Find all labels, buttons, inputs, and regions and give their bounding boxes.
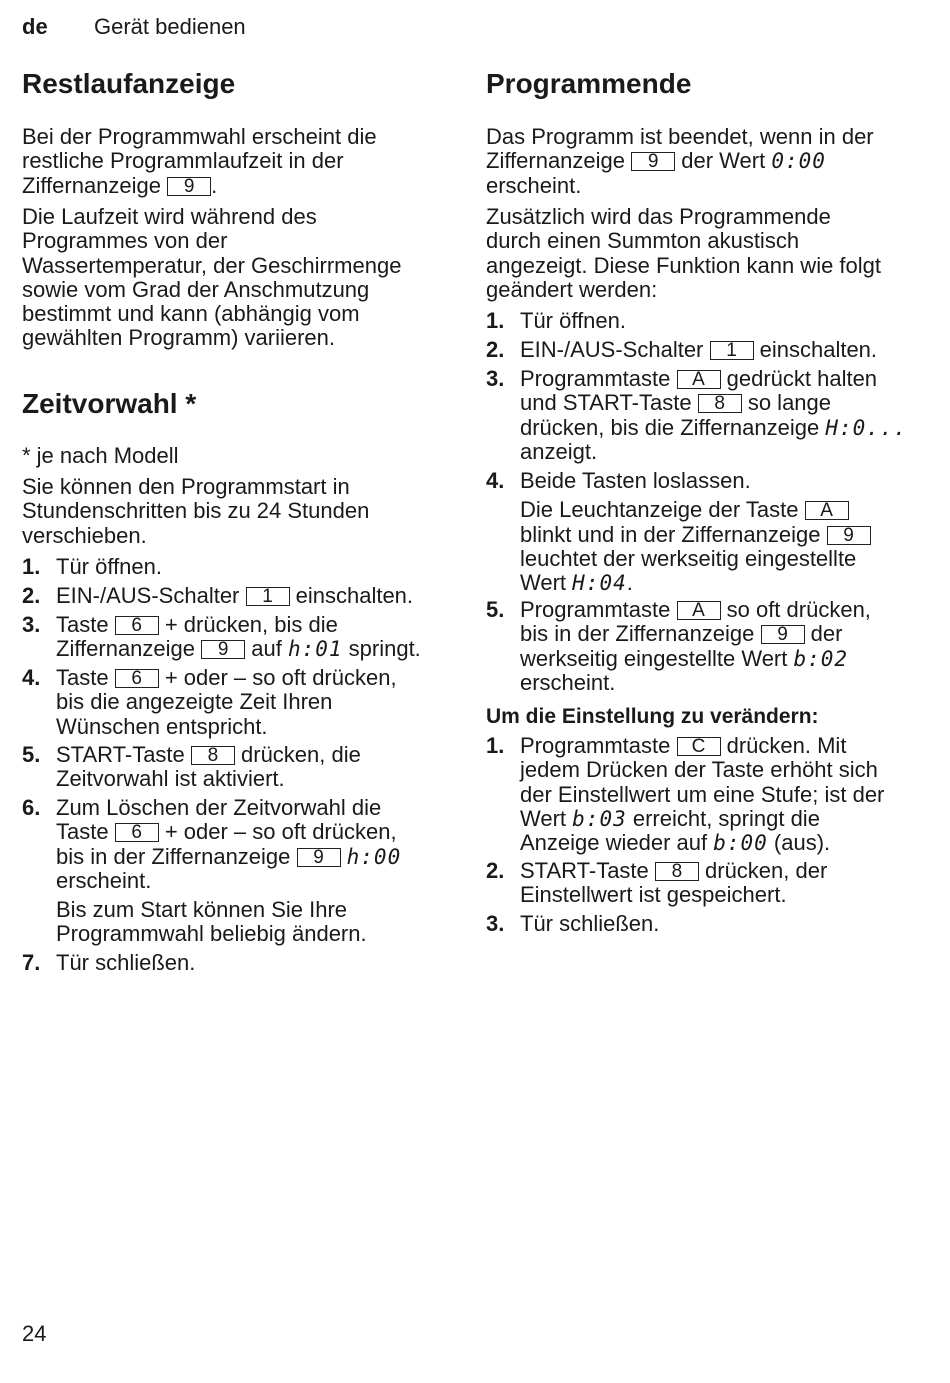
- key-label: 9: [631, 152, 675, 171]
- list-item: 3. Tür schließen.: [486, 911, 660, 936]
- list-item: 4. Taste 6 + oder – so oft drücken, bis die angezeigte Zeit Ihren Wünschen entspricht.: [22, 665, 397, 739]
- list-item: 5. Programmtaste A so oft drücken, bis in der Ziffernanzeige 9 der werkseitig eingestellte Wert b:02 erscheint.: [486, 597, 871, 695]
- key-label: 6: [115, 669, 159, 688]
- key-label: A: [677, 601, 721, 620]
- subheading-einstellung: Um die Einstellung zu verändern:: [486, 705, 819, 728]
- key-label: 1: [246, 587, 290, 606]
- restlauf-paragraph-1: Bei der Programmwahl erscheint die restliche Programmlaufzeit in der Ziffernanzeige 9 .: [22, 124, 377, 198]
- list-item: 1. Tür öffnen.: [486, 308, 626, 333]
- zeitvorwahl-intro: Sie können den Programmstart in Stundenschritten bis zu 24 Stunden verschieben.: [22, 474, 370, 548]
- list-item: 5. START-Taste 8 drücken, die Zeitvorwahl ist aktiviert.: [22, 742, 361, 792]
- segment-display-value: h:01: [287, 637, 343, 662]
- segment-display-value: b:00: [713, 831, 768, 856]
- page-number: 24: [22, 1321, 47, 1346]
- list-item: 3. Programmtaste A gedrückt halten und START-Taste 8 so lange drücken, bis die Ziffernanzeige H:0... anzeigt.: [486, 366, 908, 464]
- language-code: de: [22, 14, 48, 39]
- list-item: 6. Zum Löschen der Zeitvorwahl die Taste 6 + oder – so oft drücken, bis in der Ziffernanzeige 9 h:00 erscheint. Bis zum Start können Sie Ihre Programmwahl beliebig ändern.: [22, 795, 402, 947]
- list-item: 1. Programmtaste C drücken. Mit jedem Drücken der Taste erhöht sich der Einstellwert um eine Stufe; ist der Wert b:03 erreicht, springt die Anzeige wieder auf b:00 (aus).: [486, 733, 885, 856]
- segment-display-value: 0:00: [771, 149, 826, 174]
- segment-display-value: b:02: [793, 646, 849, 671]
- section-title: Gerät bedienen: [94, 14, 246, 39]
- list-item: 2. START-Taste 8 drücken, der Einstellwert ist gespeichert.: [486, 858, 828, 908]
- segment-display-value: H:0...: [825, 415, 908, 440]
- heading-programmende: Programmende: [486, 68, 692, 99]
- key-label: 1: [710, 341, 754, 360]
- key-label: 8: [191, 746, 235, 765]
- key-label: 8: [655, 862, 699, 881]
- key-label: 9: [297, 848, 341, 867]
- key-label: 9: [761, 625, 805, 644]
- key-label: 6: [115, 616, 159, 635]
- restlauf-paragraph-2: Die Laufzeit wird während des Programmes von der Wassertemperatur, der Geschirrmenge sowie vom Grad der Anschmutzung bestimmt und kann (abhängig vom gewählten Programm) variieren.: [22, 204, 402, 351]
- list-item: 4. Beide Tasten loslassen. Die Leuchtanzeige der Taste A blinkt und in der Ziffernanzeige 9 leuchtet der werkseitig eingestellte Wert H:04.: [486, 469, 916, 595]
- key-label: A: [677, 370, 721, 389]
- key-label: 6: [115, 823, 159, 842]
- programmende-paragraph-2: Zusätzlich wird das Programmende durch einen Summton akustisch angezeigt. Diese Funktion kann wie folgt geändert werden:: [486, 204, 882, 302]
- list-item: 3. Taste 6 + drücken, bis die Ziffernanzeige 9 auf h:01 springt.: [22, 612, 421, 662]
- segment-display-value: h:00: [346, 844, 402, 869]
- list-item: 2. EIN-/AUS-Schalter 1 einschalten.: [22, 583, 414, 608]
- key-label: A: [805, 501, 849, 520]
- key-label: 9: [201, 640, 245, 659]
- heading-zeitvorwahl: Zeitvorwahl *: [22, 388, 197, 419]
- model-note: * je nach Modell: [22, 443, 179, 468]
- segment-display-value: b:03: [572, 806, 627, 831]
- key-label: 8: [698, 394, 742, 413]
- segment-display-value: H:04: [572, 571, 627, 596]
- list-item: 7. Tür schließen.: [22, 950, 196, 975]
- page-header: [22, 14, 246, 40]
- heading-restlaufanzeige: Restlaufanzeige: [22, 68, 236, 99]
- key-label: 9: [167, 177, 211, 196]
- list-item: 2. EIN-/AUS-Schalter 1 einschalten.: [486, 337, 878, 362]
- key-label: 9: [827, 526, 871, 545]
- key-label: C: [677, 737, 721, 756]
- list-item: 1. Tür öffnen.: [22, 554, 162, 579]
- programmende-paragraph-1: Das Programm ist beendet, wenn in der Ziffernanzeige 9 der Wert 0:00 erscheint.: [486, 124, 874, 198]
